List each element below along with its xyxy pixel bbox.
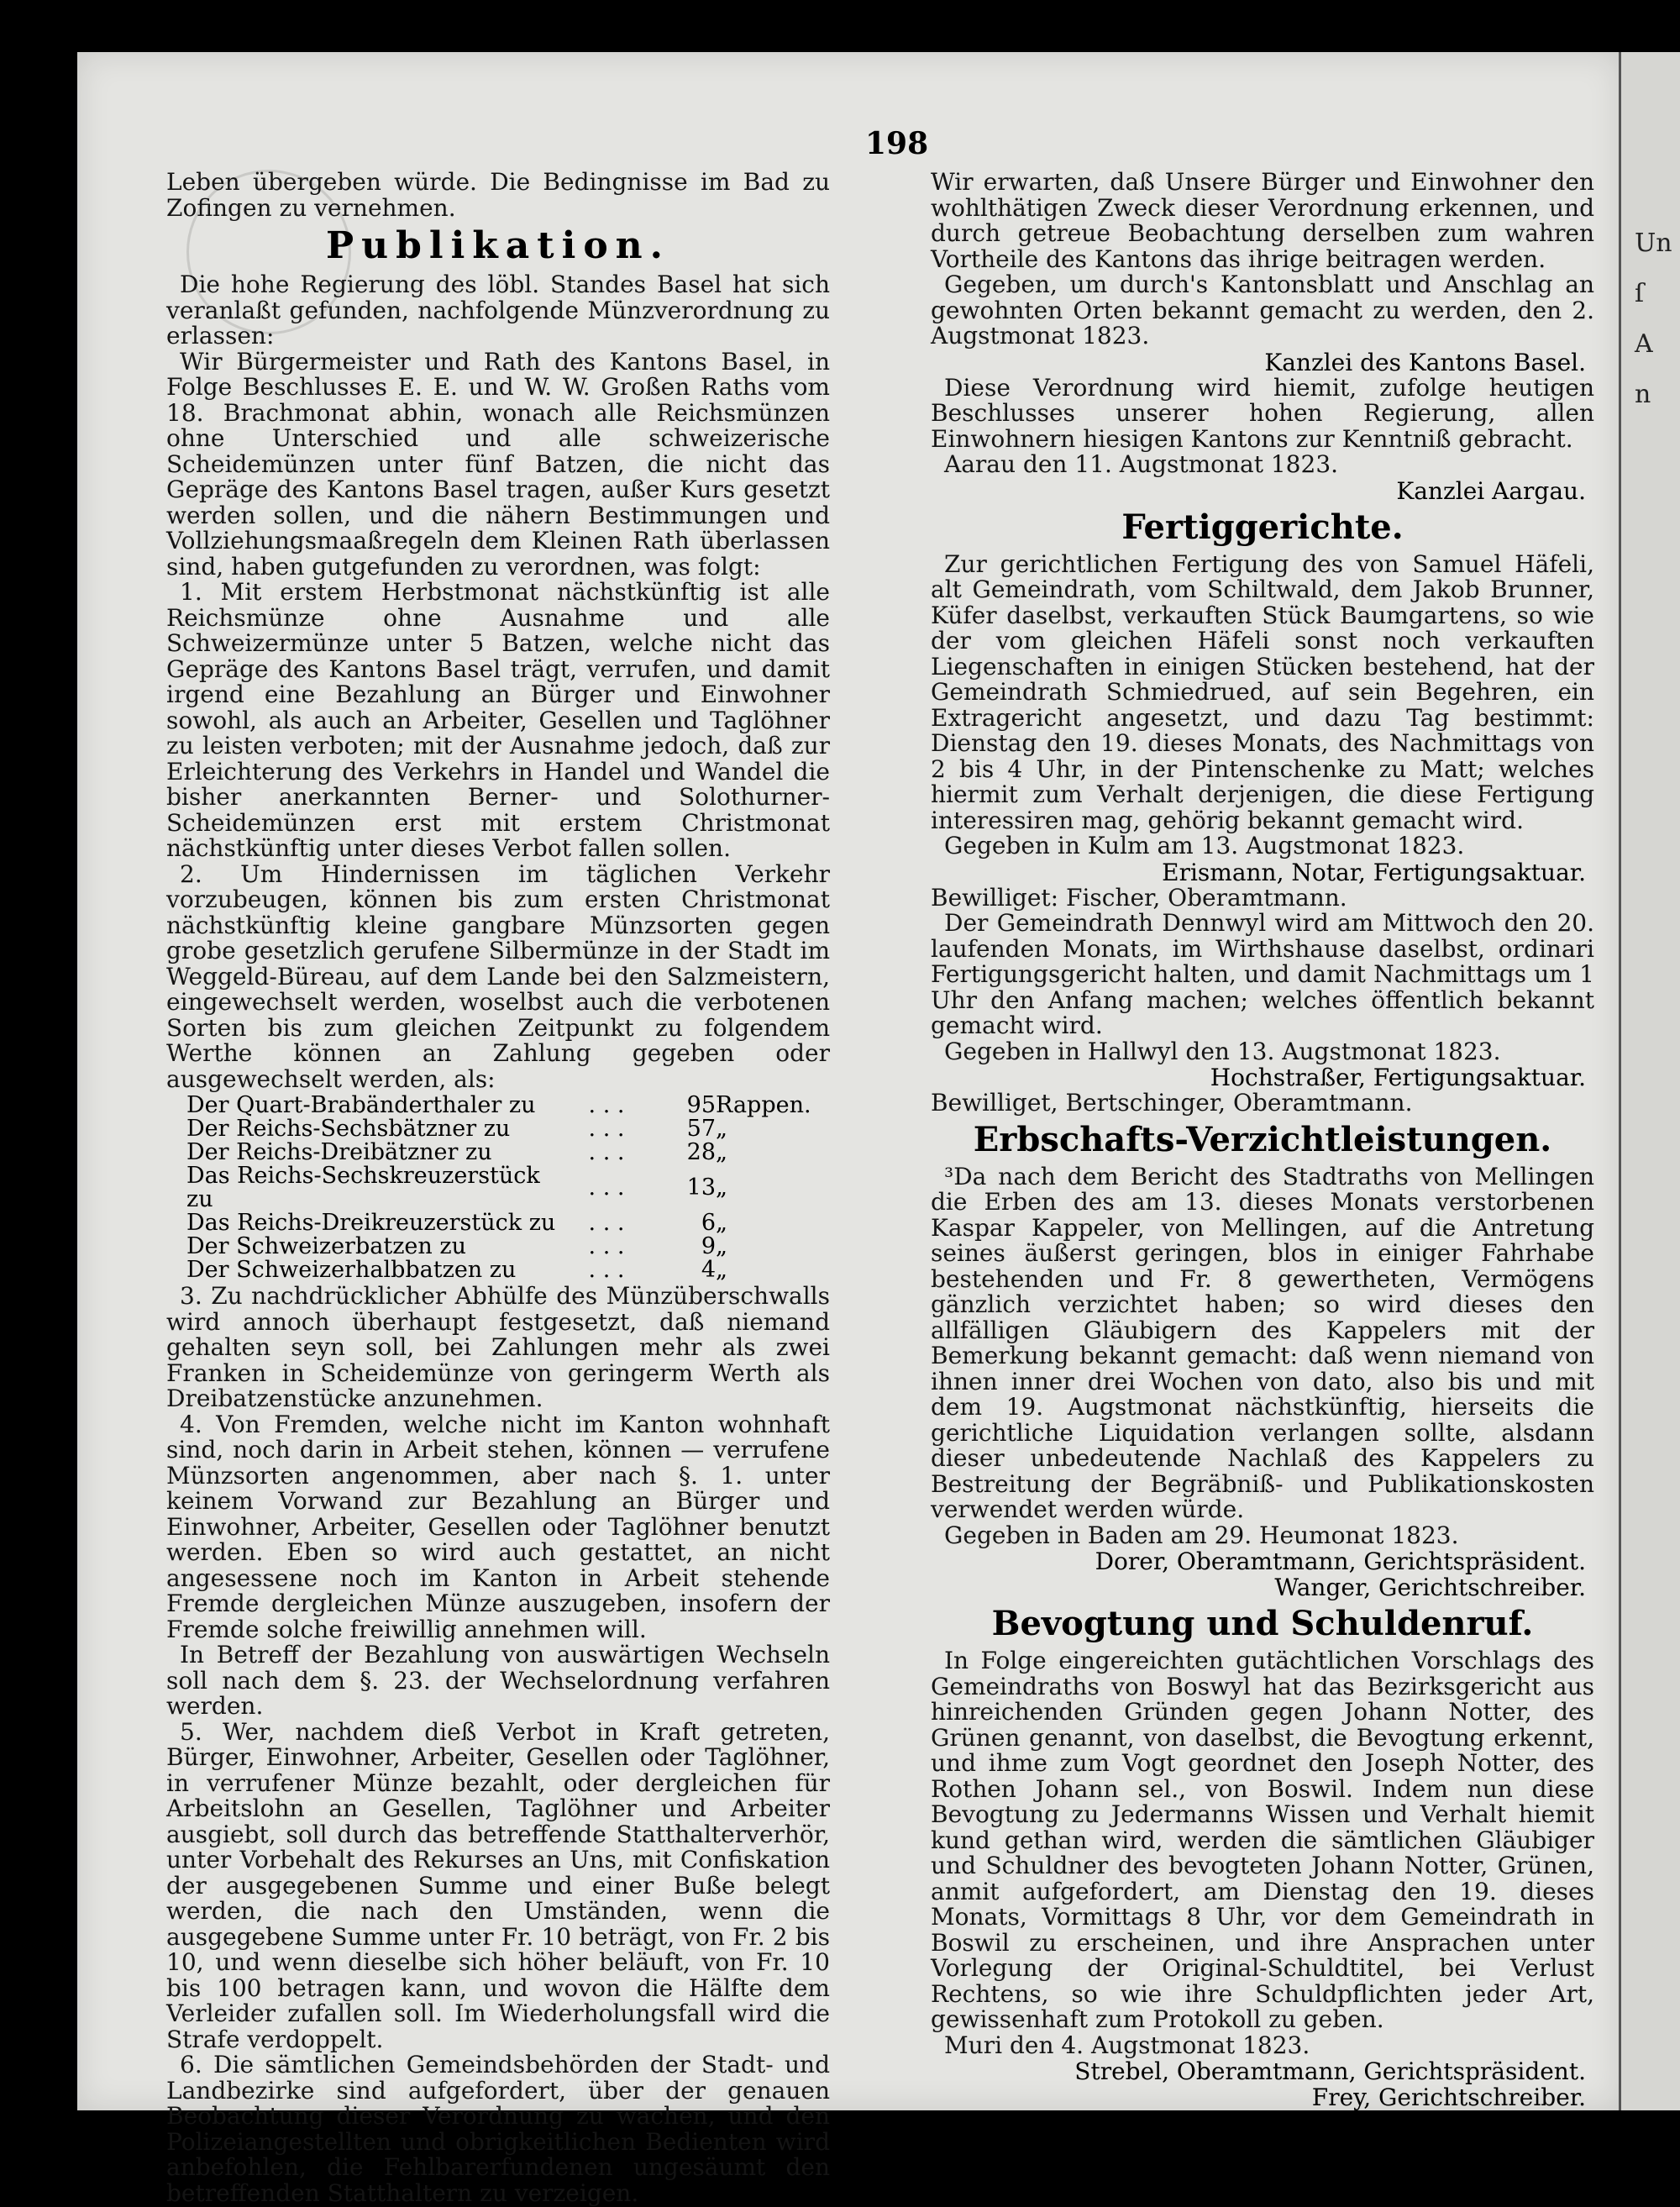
paragraph: 1. Mit erstem Herbstmonat nächstkünftig ist alle Reichsmünze ohne Ausnahme und alle Schweizermünze unter 5 Batzen, welche nicht das Gepräge des Kantons Basel trägt, verrufen, und damit irgend eine Bezahlung an Bürger und Einwohner sowohl, als auch an Arbeiter, Gesellen und Taglöhner zu leisten verboten; mit der Ausnahme jedoch, daß zur Erleichterung des Verkehrs in Handel und Wandel die bisher anerkannten Berner- und Solothurner-Scheidemünzen erst mit erstem Christmonat nächstkünftig unter dieses Verbot fallen sollen. <box>166 578 830 862</box>
coin-unit: Rappen. <box>716 1092 811 1118</box>
coin-row <box>186 1211 825 1235</box>
coin-row <box>186 1259 825 1282</box>
coin-row <box>186 1164 825 1211</box>
coin-name: Der Schweizerbatzen zu <box>186 1233 466 1259</box>
dot-leader: . . . <box>588 1233 625 1259</box>
date-line: Gegeben in Baden am 29. Heumonat 1823. <box>944 1521 1459 1549</box>
date-line: Gegeben in Kulm am 13. Augstmonat 1823. <box>944 832 1465 859</box>
paragraph: Gegeben, um durch's Kantonsblatt und Anschlag an gewohnten Orten bekannt gemacht zu werden, den 2. Augstmonat 1823. <box>931 271 1594 349</box>
paragraph: 6. Die sämtlichen Gemeindsbehörden der Stadt- und Landbezirke sind aufgefordert, über der genauen Beobachtung dieser Verordnung zu wachen, und den Polizeiangestellten und obrigkeitlichen Bedienten wird anbefohlen, die Fehlbarerfundenen ungesäumt den betreffenden Statthaltern zu verzeigen. <box>166 2051 830 2207</box>
coin-name: Der Reichs-Dreibätzner zu <box>186 1139 492 1165</box>
coin-value: 9 <box>701 1233 716 1259</box>
date-line: Gegeben in Hallwyl den 13. Augstmonat 1823. <box>944 1037 1501 1065</box>
approval-line: Bewilliget: Fischer, Oberamtmann. <box>931 883 1347 912</box>
continued-text: Leben übergeben würde. Die Bedingnisse im Bad zu Zofingen zu vernehmen. <box>166 168 830 222</box>
signature-line: Kanzlei des Kantons Basel. <box>1264 348 1586 376</box>
dot-leader: . . . <box>588 1139 625 1165</box>
coin-value: 95 <box>686 1092 716 1118</box>
paragraph: Wir erwarten, daß Unsere Bürger und Einwohner den wohlthätigen Zweck dieser Verordnung erkennen, und durch getreue Beobachtung derselben zum wahren Vortheile des Kantons das ihrige beitragen werden. <box>931 168 1594 273</box>
date-line: Aarau den 11. Augstmonat 1823. <box>944 450 1339 478</box>
coin-unit: „ <box>716 1210 727 1236</box>
signature-line: Strebel, Oberamtmann, Gerichtspräsident. <box>1074 2057 1586 2085</box>
section-heading-erbschafts: Erbschafts-Verzichtleistungen. <box>973 1119 1552 1159</box>
paragraph: Wir Bürgermeister und Rath des Kantons Basel, in Folge Beschlusses E. E. und W. W. Großen Raths vom 18. Brachmonat abhin, wonach alle Reichsmünzen ohne Unterschied und alle schweizerische Scheidemünzen unter fünf Batzen, die nicht das Gepräge des Kantons Basel tragen, außer Kurs gesetzt werden sollen, und die nähern Bestimmungen und Vollziehungsmaaßregeln dem Kleinen Rath überlassen sind, haben gutgefunden zu verordnen, was folgt: <box>166 347 830 581</box>
paragraph: Der Gemeindrath Dennwyl wird am Mittwoch den 20. laufenden Monats, im Wirthshause daselbst, ordinari Fertigungsgericht halten, und damit Nachmittags um 1 Uhr den Anfang machen; welches öffentlich bekannt gemacht wird. <box>931 909 1594 1039</box>
dot-leader: . . . <box>588 1092 625 1118</box>
coin-value: 28 <box>686 1139 716 1165</box>
coin-unit: „ <box>716 1257 727 1283</box>
right-column <box>931 170 1594 2110</box>
coin-name: Der Reichs-Sechsbätzner zu <box>186 1116 511 1142</box>
edge-fragment: Un <box>1635 229 1672 258</box>
paragraph: Diese Verordnung wird hiemit, zufolge heutigen Beschlusses unserer hohen Regierung, allen Einwohnern hiesigen Kantons zur Kenntniß gebracht. <box>931 373 1594 453</box>
paragraph: In Betreff der Bezahlung von auswärtigen Wechseln soll nach dem §. 23. der Wechselordnung verfahren werden. <box>166 1641 830 1720</box>
facing-page-edge <box>1619 52 1680 2110</box>
coin-name: Der Quart-Brabänderthaler zu <box>186 1092 536 1118</box>
coin-name: Der Schweizerhalbbatzen zu <box>186 1257 517 1283</box>
paragraph: In Folge eingereichten gutächtlichen Vorschlags des Gemeindraths von Boswyl hat das Bezirksgericht aus hinreichenden Gründen gegen Johann Notter, des Grünen genannt, von daselbst, die Bevogtung erkennt, und ihme zum Vogt geordnet den Joseph Notter, des Rothen Johann sel., von Boswil. Indem nun diese Bevogtung zu Jedermanns Wissen und Verhalt hiemit kund gethan wird, werden die sämtlichen Gläubiger und Schuldner des bevogteten Johann Notter, Grünen, anmit aufgefordert, am Dienstag den 19. dieses Monats, Vormittags 8 Uhr, vor dem Gemeindrath in Boswil zu erscheinen, und ihre Ansprachen unter Vorlegung der Original-Schuldtitel, bei Verlust Rechtens, so wie ihre Schuldpflichten jeder Art, gewissenhaft zum Protokoll zu geben. <box>931 1647 1594 2033</box>
dot-leader: . . . <box>588 1116 625 1142</box>
paragraph: 3. Zu nachdrücklicher Abhülfe des Münzüberschwalls wird annoch überhaupt festgesetzt, daß niemand gehalten seyn soll, bei Zahlungen mehr als zwei Franken in Scheidemünze von geringerm Werth als Dreibatzenstücke anzunehmen. <box>166 1282 830 1412</box>
section-heading-fertiggerichte: Fertiggerichte. <box>1121 507 1404 547</box>
coin-rate-table <box>186 1094 825 1282</box>
coin-row <box>186 1094 825 1117</box>
coin-unit: „ <box>716 1233 727 1259</box>
paragraph: Zur gerichtlichen Fertigung des von Samuel Häfeli, alt Gemeindrath, vom Schiltwald, dem Jakob Brunner, Küfer daselbst, verkauften Stück Baumgartens, so wie der vom gleichen Häfeli sonst noch verkauften Liegenschaften in einigen Stücken bestehend, hat der Gemeindrath Schmiedrued, auf sein Begehren, ein Extragericht angesetzt, und dazu Tag bestimmt: Dienstag den 19. dieses Monats, des Nachmittags von 2 bis 4 Uhr, in der Pintenschenke zu Matt; welches hiermit zum Verhalt derjenigen, die diese Fertigung interessiren mag, gehörig bekannt gemacht wird. <box>931 549 1594 834</box>
coin-name: Das Reichs-Dreikreuzerstück zu <box>186 1210 556 1236</box>
dot-leader: . . . <box>588 1257 625 1283</box>
signature-line: Frey, Gerichtschreiber. <box>1311 2084 1586 2111</box>
paragraph: ³Da nach dem Bericht des Stadtraths von Mellingen die Erben des am 13. dieses Monats verstorbenen Kaspar Kappeler, von Mellingen, auf die Antretung seines äußerst geringen, blos in einiger Fahrhabe bestehenden und Fr. 8 gewertheten, Vermögens gänzlich verzichtet haben; so wird dieses den allfälligen Gläubigern des Kappelers mit der Bemerkung bekannt gemacht: daß wenn niemand von ihnen inner drei Wochen von dato, also bis und mit dem 19. Augstmonat nächstkünftig, hierseits die gerichtliche Liquidation verlangen sollte, alsdann dieser unbedeutende Nachlaß des Kappelers zu Bestreitung der Begräbniß- und Publikationskosten verwendet werden würde. <box>931 1162 1594 1523</box>
paragraph: Die hohe Regierung des löbl. Standes Basel hat sich veranlaßt gefunden, nachfolgende Münzverordnung zu erlassen: <box>166 271 830 349</box>
paragraph: 2. Um Hindernissen im täglichen Verkehr vorzubeugen, können bis zum ersten Christmonat nächstkünftig kleine gangbare Münzsorten gegen grobe gesetzlich gerufene Silbermünze in der Stadt im Weggeld-Büreau, auf dem Lande bei den Salzmeistern, eingewechselt werden, woselbst auch die verbotenen Sorten bis zum gleichen Zeitpunkt zu folgendem Werthe können an Zahlung gegeben oder ausgewechselt werden, als: <box>166 859 830 1093</box>
coin-unit: „ <box>716 1139 727 1165</box>
coin-row <box>186 1141 825 1164</box>
coin-row <box>186 1117 825 1141</box>
coin-value: 4 <box>701 1257 716 1283</box>
edge-fragment: A <box>1635 329 1653 359</box>
edge-fragment: n <box>1635 380 1651 409</box>
signature-line: Wanger, Gerichtschreiber. <box>1274 1574 1586 1601</box>
coin-unit: „ <box>716 1116 727 1142</box>
approval-line: Bewilliget, Bertschinger, Oberamtmann. <box>931 1089 1413 1117</box>
section-heading-publikation: Publikation. <box>326 224 670 267</box>
coin-unit: „ <box>716 1174 727 1201</box>
signature-line: Kanzlei Aargau. <box>1396 476 1586 505</box>
paragraph: 4. Von Fremden, welche nicht im Kanton wohnhaft sind, noch darin in Arbeit stehen, können — verrufene Münzsorten angenommen, aber nach §. 1. unter keinem Vorwand zur Bezahlung an Bürger und Einwohner, Arbeiter, Gesellen oder Taglöhner benutzt werden. Eben so wird auch gestattet, an nicht angesessene noch im Kanton in Arbeit stehende Fremde dergleichen Münze auszugeben, insofern der Fremde solche freiwillig annehmen will. <box>166 1410 830 1643</box>
coin-value: 13 <box>686 1174 716 1201</box>
paragraph: 5. Wer, nachdem dieß Verbot in Kraft getreten, Bürger, Einwohner, Arbeiter, Gesellen oder Taglöhner, in verrufener Münze bezahlt, oder dergleichen für Arbeitslohn an Gesellen, Taglöhner und Arbeiter ausgiebt, soll durch das betreffende Statthalterverhör, unter Vorbehalt des Rekurses an Uns, mit Confiskation der ausgegebenen Summe und einer Buße belegt werden, die nach den Umständen, wenn die ausgegebene Summe unter Fr. 10 beträgt, von Fr. 2 bis 10, und wenn dieselbe sich höher beläuft, von Fr. 10 bis 100 betragen kann, und wovon die Hälfte dem Verleider zufallen soll. Im Wiederholungsfall wird die Strafe verdoppelt. <box>166 1717 830 2053</box>
left-column <box>166 170 830 2206</box>
page-number: 198 <box>865 126 929 161</box>
signature-line: Hochstraßer, Fertigungsaktuar. <box>1210 1064 1586 1091</box>
coin-value: 6 <box>701 1210 716 1236</box>
date-line: Muri den 4. Augstmonat 1823. <box>944 2031 1310 2059</box>
coin-row <box>186 1235 825 1259</box>
signature-line: Dorer, Oberamtmann, Gerichtspräsident. <box>1095 1548 1586 1575</box>
coin-name: Das Reichs-Sechskreuzerstück zu <box>186 1163 540 1212</box>
dot-leader: . . . <box>588 1174 625 1201</box>
edge-fragment: ſ <box>1635 279 1645 308</box>
coin-value: 57 <box>686 1116 716 1142</box>
dot-leader: . . . <box>588 1210 625 1236</box>
signature-line: Erismann, Notar, Fertigungsaktuar. <box>1162 858 1586 886</box>
section-heading-bevogtung: Bevogtung und Schuldenruf. <box>991 1604 1534 1643</box>
